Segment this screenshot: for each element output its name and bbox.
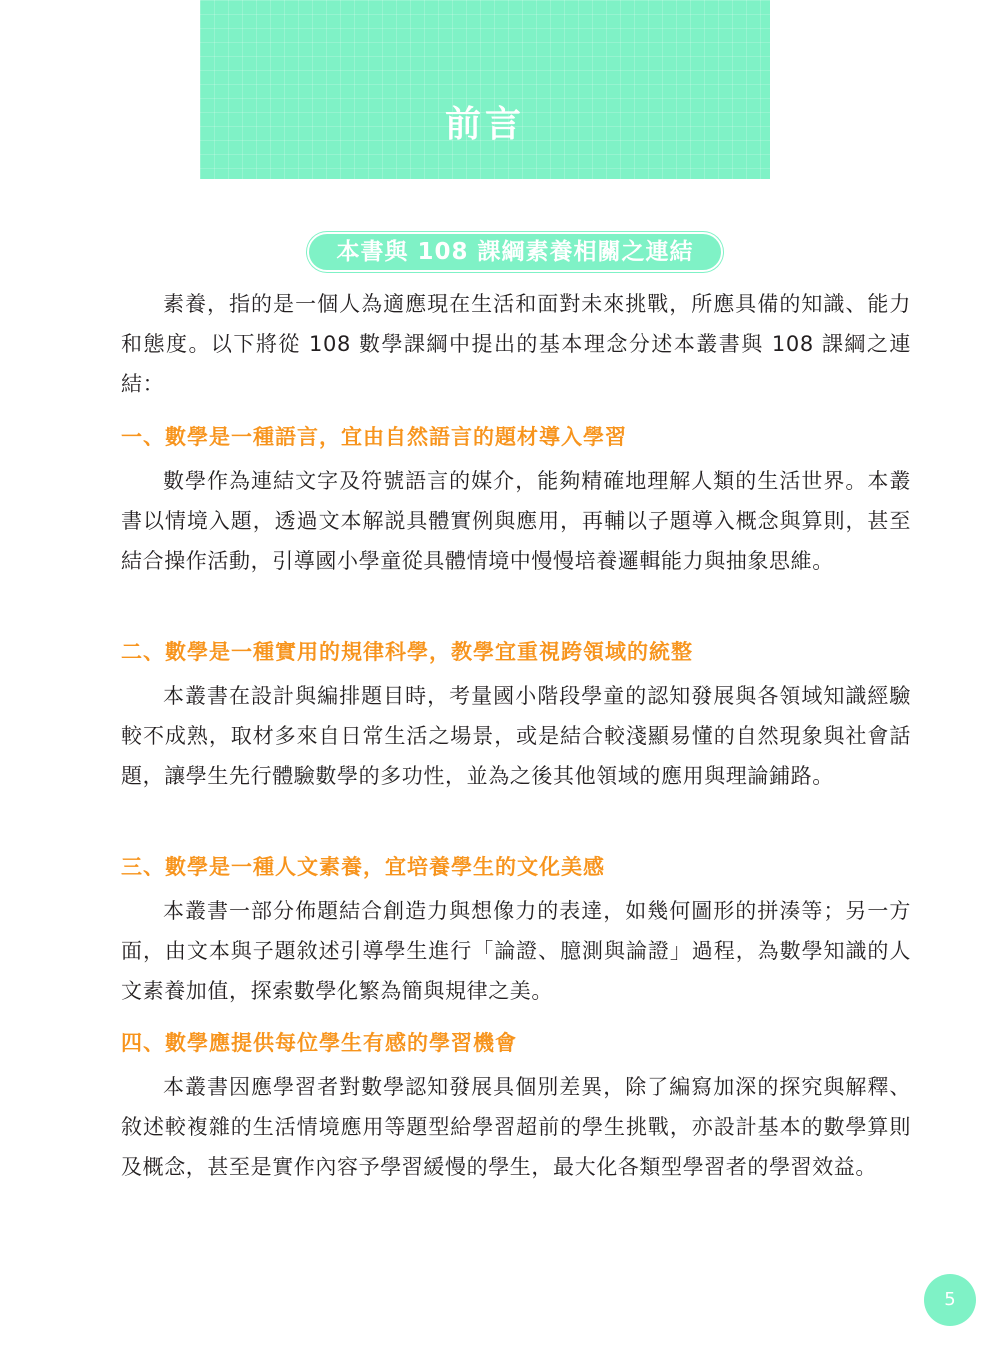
- section-heading-3: 三、數學是一種人文素養，宜培養學生的文化美感: [121, 855, 605, 879]
- page-title: 前言: [444, 104, 525, 145]
- section-body-3: 本叢書一部分佈題結合創造力與想像力的表達，如幾何圖形的拼湊等；另一方面，由文本與子題敘述引導學生進行「論證、臆測與論證」過程，為數學知識的人文素養加值，探索數學化繁為簡與規律之美。: [121, 899, 911, 1003]
- section-body-2: 本叢書在設計與編排題目時，考量國小階段學童的認知發展與各領域知識經驗較不成熟，取材多來自日常生活之場景，或是結合較淺顯易懂的自然現象與社會話題，讓學生先行體驗數學的多功性，並為之後其他領域的應用與理論鋪路。: [121, 684, 911, 788]
- section-heading-4: 四、數學應提供每位學生有感的學習機會: [121, 1031, 517, 1055]
- subtitle-pill: 本書與 108 課綱素養相關之連結: [307, 232, 723, 272]
- page-number-badge: 5: [924, 1274, 976, 1326]
- section-body-1: 數學作為連結文字及符號語言的媒介，能夠精確地理解人類的生活世界。本叢書以情境入題，透過文本解説具體實例與應用，再輔以子題導入概念與算則，甚至結合操作活動，引導國小學童從具體情境中慢慢培養邏輯能力與抽象思維。: [121, 469, 911, 573]
- header-banner: [200, 0, 770, 179]
- section-heading-1: 一、數學是一種語言，宜由自然語言的題材導入學習: [121, 425, 627, 449]
- section-body-4: 本叢書因應學習者對數學認知發展具個別差異，除了編寫加深的探究與解釋、敘述較複雜的生活情境應用等題型給學習超前的學生挑戰，亦設計基本的數學算則及概念，甚至是實作內容予學習緩慢的學生，最大化各類型學習者的學習效益。: [121, 1075, 911, 1179]
- section-heading-2: 二、數學是一種實用的規律科學，教學宜重視跨領域的統整: [121, 640, 693, 664]
- intro-paragraph: 素養，指的是一個人為適應現在生活和面對未來挑戰，所應具備的知識、能力和態度。以下將從 108 數學課綱中提出的基本理念分述本叢書與 108 課綱之連結：: [121, 292, 911, 396]
